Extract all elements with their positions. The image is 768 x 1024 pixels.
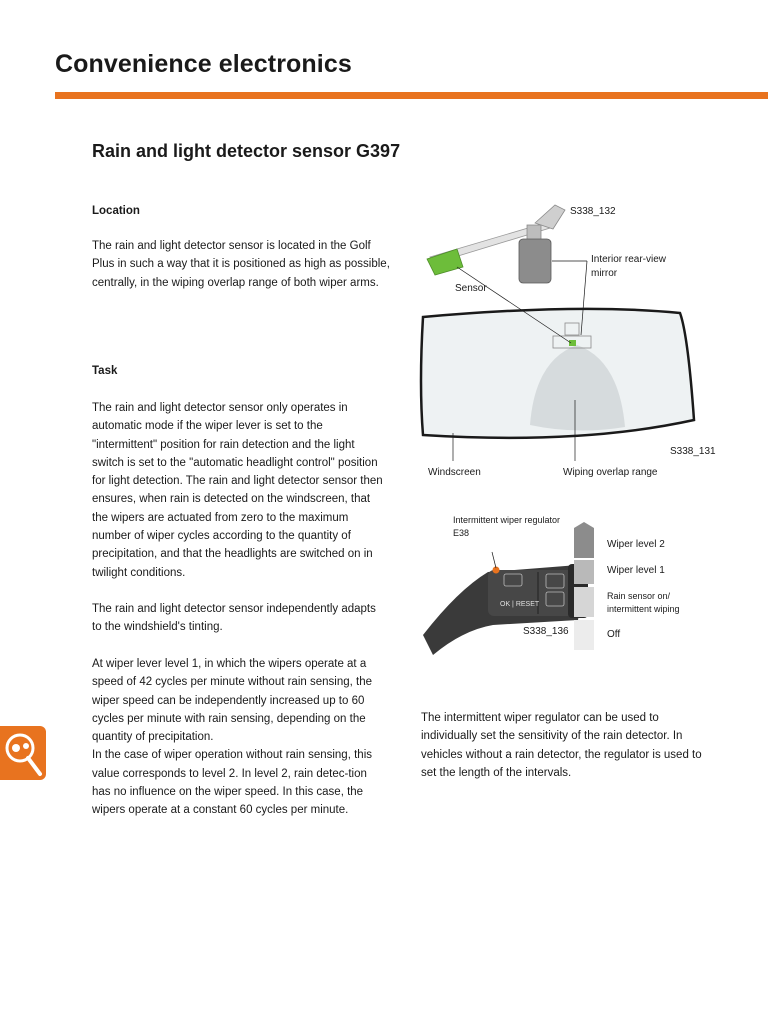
sensor-housing-icon — [427, 249, 463, 275]
task-paragraph-2: The rain and light detector sensor independently adapts to the windshield's tinting. — [92, 603, 376, 634]
mirror-label: Interior rear-view mirror — [591, 254, 667, 279]
wiper-level-1-label: Wiper level 1 — [607, 565, 665, 576]
ok-reset-text: OK | RESET — [500, 601, 540, 608]
figure-code-lever: S338_136 — [523, 626, 569, 637]
regulator-description: The intermittent wiper regulator can be used to individually set the sensitivity of the rain detector. In vehicles without a rain detector, the regulator is used to set the length of the intervals. — [421, 712, 702, 779]
wiper-level-2-label: Wiper level 2 — [607, 539, 665, 550]
page-title: Convenience electronics — [55, 50, 352, 78]
location-heading: Location — [92, 205, 140, 217]
location-text: The rain and light detector sensor is located in the Golf Plus in such a way that it is positioned as high as possible, centrally, in the wiping overlap range of both wiper arms. — [92, 240, 390, 289]
windscreen-diagram — [405, 195, 768, 485]
section-title: Rain and light detector sensor G397 — [92, 141, 401, 161]
manual-pointing-icon — [0, 726, 46, 780]
header-divider — [55, 92, 768, 99]
windscreen-label: Windscreen — [428, 467, 481, 478]
mirror-icon — [519, 239, 551, 283]
regulator-label: Intermittent wiper regulator E38 — [453, 515, 561, 538]
wiper-lever-diagram — [418, 520, 768, 655]
task-paragraph-3: At wiper lever level 1, in which the wipers operate at a speed of 42 cycles per minute without rain sensing, the wiper speed can be independently increased up to 60 cycles per minute with rain sensing, depending on the quantity of precipitation. In the case of wiper operation without rain sensing, this value corresponds to level 2. In level 2, rain detec-tion has no influence on the wiper speed. In this case, the wipers operate at a constant 60 cycles per minute. — [92, 658, 372, 817]
figure-code-bottom: S338_131 — [670, 446, 716, 457]
rain-sensor-on-label: Rain sensor on/ intermittent wiping — [607, 591, 680, 614]
off-label: Off — [607, 629, 621, 640]
sensor-label: Sensor — [455, 283, 487, 294]
overlap-label: Wiping overlap range — [563, 467, 658, 478]
figure-code-top: S338_132 — [570, 206, 616, 217]
task-heading: Task — [92, 365, 118, 377]
task-paragraph-1: The rain and light detector sensor only operates in automatic mode if the wiper lever is set to the "intermittent" position for rain detection and the light switch is set to the "automatic headlight control" position for light detection. The rain and light detector sensor then ensures, when rain is detected on the windscreen, that the wipers are actuated from zero to the maximum number of wiper cycles according to the quantity of precipitation, and that the headlights are switched on in twilight conditions. — [92, 402, 383, 579]
